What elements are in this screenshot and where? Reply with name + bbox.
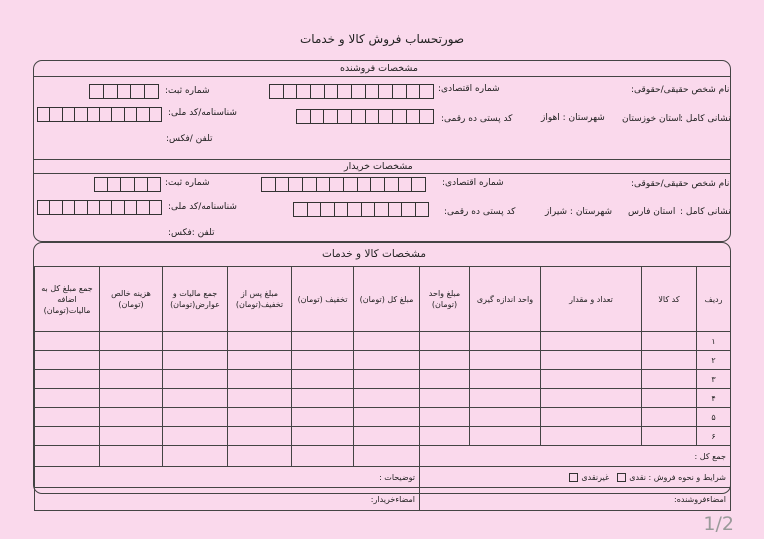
- seller-header-divider: [34, 76, 730, 77]
- seller-economic-code-label: شماره اقتصادی:: [438, 84, 500, 94]
- buyer-header-divider-top: [34, 159, 730, 160]
- buyer-postal-boxes[interactable]: [293, 202, 429, 217]
- seller-address-label: نشانی کامل :: [680, 114, 731, 124]
- buyer-national-id-label: شناسنامه/کد ملی:: [168, 202, 237, 212]
- buyer-economic-code-label: شماره اقتصادی:: [442, 178, 504, 188]
- table-row: [35, 351, 731, 370]
- row-number: ۶: [697, 427, 731, 446]
- buyer-phone-label: تلفن :فکس:: [168, 228, 215, 238]
- signature-row: [35, 488, 731, 511]
- seller-reg-no-label: شماره ثبت:: [165, 86, 210, 96]
- seller-section-title: مشخصات فروشنده: [340, 63, 418, 74]
- sale-terms-label: شرایط و نحوه فروش :: [648, 472, 726, 482]
- buyer-section-title: مشخصات خریدار: [344, 161, 413, 172]
- col-header: تخفیف (تومان): [292, 267, 354, 332]
- terms-row: [35, 467, 731, 488]
- buyer-name-label: نام شخص حقیقی/حقوقی:: [631, 179, 730, 189]
- table-row: [35, 389, 731, 408]
- col-header: ردیف: [697, 267, 731, 332]
- table-row: [35, 408, 731, 427]
- seller-national-id-boxes[interactable]: [37, 107, 162, 122]
- col-header: جمع مبلغ کل به اضافه مالیات(تومان): [35, 267, 100, 332]
- buyer-province: استان فارس: [628, 207, 676, 217]
- seller-postal-label: کد پستی ده رقمی:: [441, 114, 513, 124]
- buyer-postal-label: کد پستی ده رقمی:: [444, 207, 516, 217]
- seller-economic-code-boxes[interactable]: [269, 84, 434, 99]
- cash-checkbox[interactable]: [617, 473, 626, 482]
- total-row: [35, 446, 731, 467]
- col-header: کد کالا: [642, 267, 697, 332]
- noncash-checkbox[interactable]: [569, 473, 578, 482]
- seller-city: شهرستان : اهواز: [541, 113, 605, 123]
- row-number: ۱: [697, 332, 731, 351]
- page-indicator: 1/2: [703, 513, 734, 535]
- row-number: ۴: [697, 389, 731, 408]
- seller-signature-label: امضاءفروشنده:: [674, 494, 726, 504]
- buyer-signature-label: امضاءخریدار:: [370, 494, 415, 504]
- col-header: تعداد و مقدار: [541, 267, 642, 332]
- table-row: [35, 332, 731, 351]
- table-header-row: [35, 267, 731, 332]
- buyer-reg-no-boxes[interactable]: [94, 177, 161, 192]
- seller-postal-boxes[interactable]: [296, 109, 434, 124]
- items-table: [34, 266, 731, 511]
- items-section-title: مشخصات کالا و خدمات: [322, 248, 426, 260]
- col-header: مبلغ کل (تومان): [354, 267, 420, 332]
- col-header: مبلغ پس از تخفیف(تومان): [228, 267, 292, 332]
- cash-label: نقدی: [629, 472, 646, 482]
- buyer-address-label: نشانی کامل :: [680, 207, 731, 217]
- table-row: [35, 370, 731, 389]
- document-title: صورتحساب فروش کالا و خدمات: [300, 32, 465, 46]
- col-header: جمع مالیات و عوارض(تومان): [163, 267, 228, 332]
- seller-national-id-label: شناسنامه/کد ملی:: [168, 108, 237, 118]
- total-label: جمع کل :: [694, 451, 726, 461]
- buyer-reg-no-label: شماره ثبت:: [165, 178, 210, 188]
- col-header: واحد اندازه گیری: [470, 267, 541, 332]
- col-header: مبلغ واحد (تومان): [420, 267, 470, 332]
- notes-label: توضیحات :: [379, 472, 415, 482]
- row-number: ۵: [697, 408, 731, 427]
- row-number: ۲: [697, 351, 731, 370]
- seller-phone-label: تلفن /فکس:: [166, 134, 213, 144]
- row-number: ۳: [697, 370, 731, 389]
- seller-reg-no-boxes[interactable]: [89, 84, 159, 99]
- table-row: [35, 427, 731, 446]
- seller-province: استان خوزستان: [622, 114, 682, 124]
- seller-name-label: نام شخص حقیقی/حقوقی:: [631, 85, 730, 95]
- buyer-national-id-boxes[interactable]: [37, 200, 162, 215]
- col-header: هزینه خالص (تومان): [100, 267, 163, 332]
- buyer-city: شهرستان : شیراز: [545, 207, 613, 217]
- buyer-header-divider-bottom: [34, 173, 730, 174]
- buyer-economic-code-boxes[interactable]: [261, 177, 426, 192]
- noncash-label: غیرنقدی: [581, 472, 610, 482]
